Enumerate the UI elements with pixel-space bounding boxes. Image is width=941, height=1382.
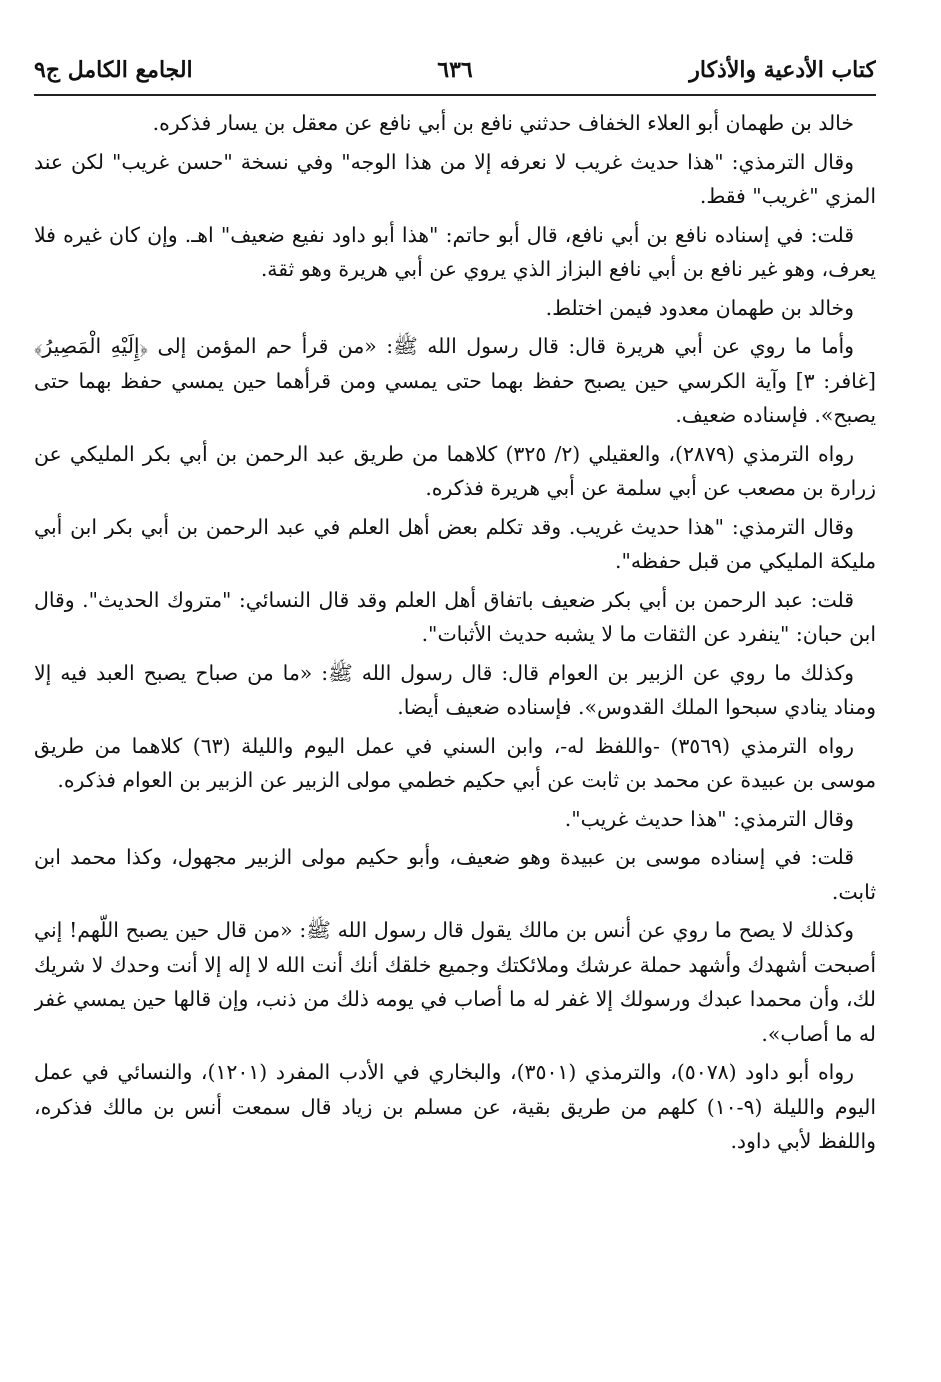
- page-body: [34, 106, 876, 1159]
- paragraph: وكذلك لا يصح ما روي عن أنس بن مالك يقول قال رسول الله ﷺ: «من قال حين يصبح اللّهم! إني أصبحت أشهدك وأشهد حملة عرشك وملائكتك وجميع خلقك أنك أنت الله لا إله إلا أنت وحدك لا شريك لك، وأن محمدا عبدك ورسولك إلا غفر له ما أصاب في يومه ذلك من ذنب، وإن قالها حين يمسي غفر له ما أصاب».: [34, 918, 876, 1046]
- paragraph: وقال الترمذي: "هذا حديث غريب".: [564, 806, 854, 831]
- paragraph: وأما ما روي عن أبي هريرة قال: قال رسول الله ﷺ: «من قرأ حم المؤمن إلى ﴿إِلَيْهِ الْمَصِيرُ﴾ [غافر: ٣] وآية الكرسي حين يصبح حفظ بهما حتى يمسي ومن قرأهما حين يمسي حفظ بهما حتى يصبح». فإسناده ضعيف.: [34, 334, 876, 427]
- paragraph: قلت: في إسناده نافع بن أبي نافع، قال أبو حاتم: "هذا أبو داود نفيع ضعيف" اهـ. وإن كان غيره فلا يعرف، وهو غير نافع بن أبي نافع البزاز الذي يروي عن أبي هريرة وهو ثقة.: [34, 222, 876, 281]
- header-rule: [34, 94, 876, 96]
- paragraph: رواه الترمذي (٢٨٧٩)، والعقيلي (٢/ ٣٢٥) كلاهما من طريق عبد الرحمن بن أبي بكر المليكي عن زرارة بن مصعب عن أبي سلمة عن أبي هريرة فذكره.: [34, 441, 876, 500]
- paragraph: وقال الترمذي: "هذا حديث غريب. وقد تكلم بعض أهل العلم في عبد الرحمن بن أبي بكر ابن أبي مليكة المليكي من قبل حفظه".: [34, 514, 876, 573]
- paragraph: وخالد بن طهمان معدود فيمن اختلط.: [545, 295, 854, 320]
- paragraph: قلت: عبد الرحمن بن أبي بكر ضعيف باتفاق أهل العلم وقد قال النسائي: "متروك الحديث". وقال ابن حبان: "ينفرد عن الثقات ما لا يشبه حديث الأثبات".: [34, 587, 876, 646]
- page-header: [34, 50, 876, 90]
- volume-label: الجامع الكامل ج٩: [34, 57, 193, 83]
- paragraph: رواه أبو داود (٥٠٧٨)، والترمذي (٣٥٠١)، والبخاري في الأدب المفرد (١٢٠١)، والنسائي في عمل اليوم والليلة (٩-١٠) كلهم من طريق بقية، عن مسلم بن زياد قال سمعت أنس بن مالك فذكره، واللفظ لأبي داود.: [34, 1060, 876, 1153]
- paragraph: خالد بن طهمان أبو العلاء الخفاف حدثني نافع بن أبي نافع عن معقل بن يسار فذكره.: [152, 111, 854, 135]
- book-page: [34, 50, 876, 1350]
- paragraph: قلت: في إسناده موسى بن عبيدة وهو ضعيف، وأبو حكيم مولى الزبير مجهول، وكذا محمد ابن ثابت.: [34, 845, 876, 904]
- paragraph: وكذلك ما روي عن الزبير بن العوام قال: قال رسول الله ﷺ: «ما من صباح يصبح العبد فيه إلا ومناد ينادي سبحوا الملك القدوس». فإسناده ضعيف أيضا.: [34, 660, 876, 719]
- paragraph: وقال الترمذي: "هذا حديث غريب لا نعرفه إلا من هذا الوجه" وفي نسخة "حسن غريب" لكن عند المزي "غريب" فقط.: [34, 149, 876, 208]
- book-title: كتاب الأدعية والأذكار: [689, 57, 876, 83]
- page-number: ٦٣٦: [437, 57, 473, 83]
- paragraph: رواه الترمذي (٣٥٦٩) -واللفظ له-، وابن السني في عمل اليوم والليلة (٦٣) كلاهما من طريق موسى بن عبيدة عن محمد بن ثابت عن أبي حكيم خطمي مولى الزبير عن الزبير بن العوام فذكره.: [34, 733, 876, 792]
